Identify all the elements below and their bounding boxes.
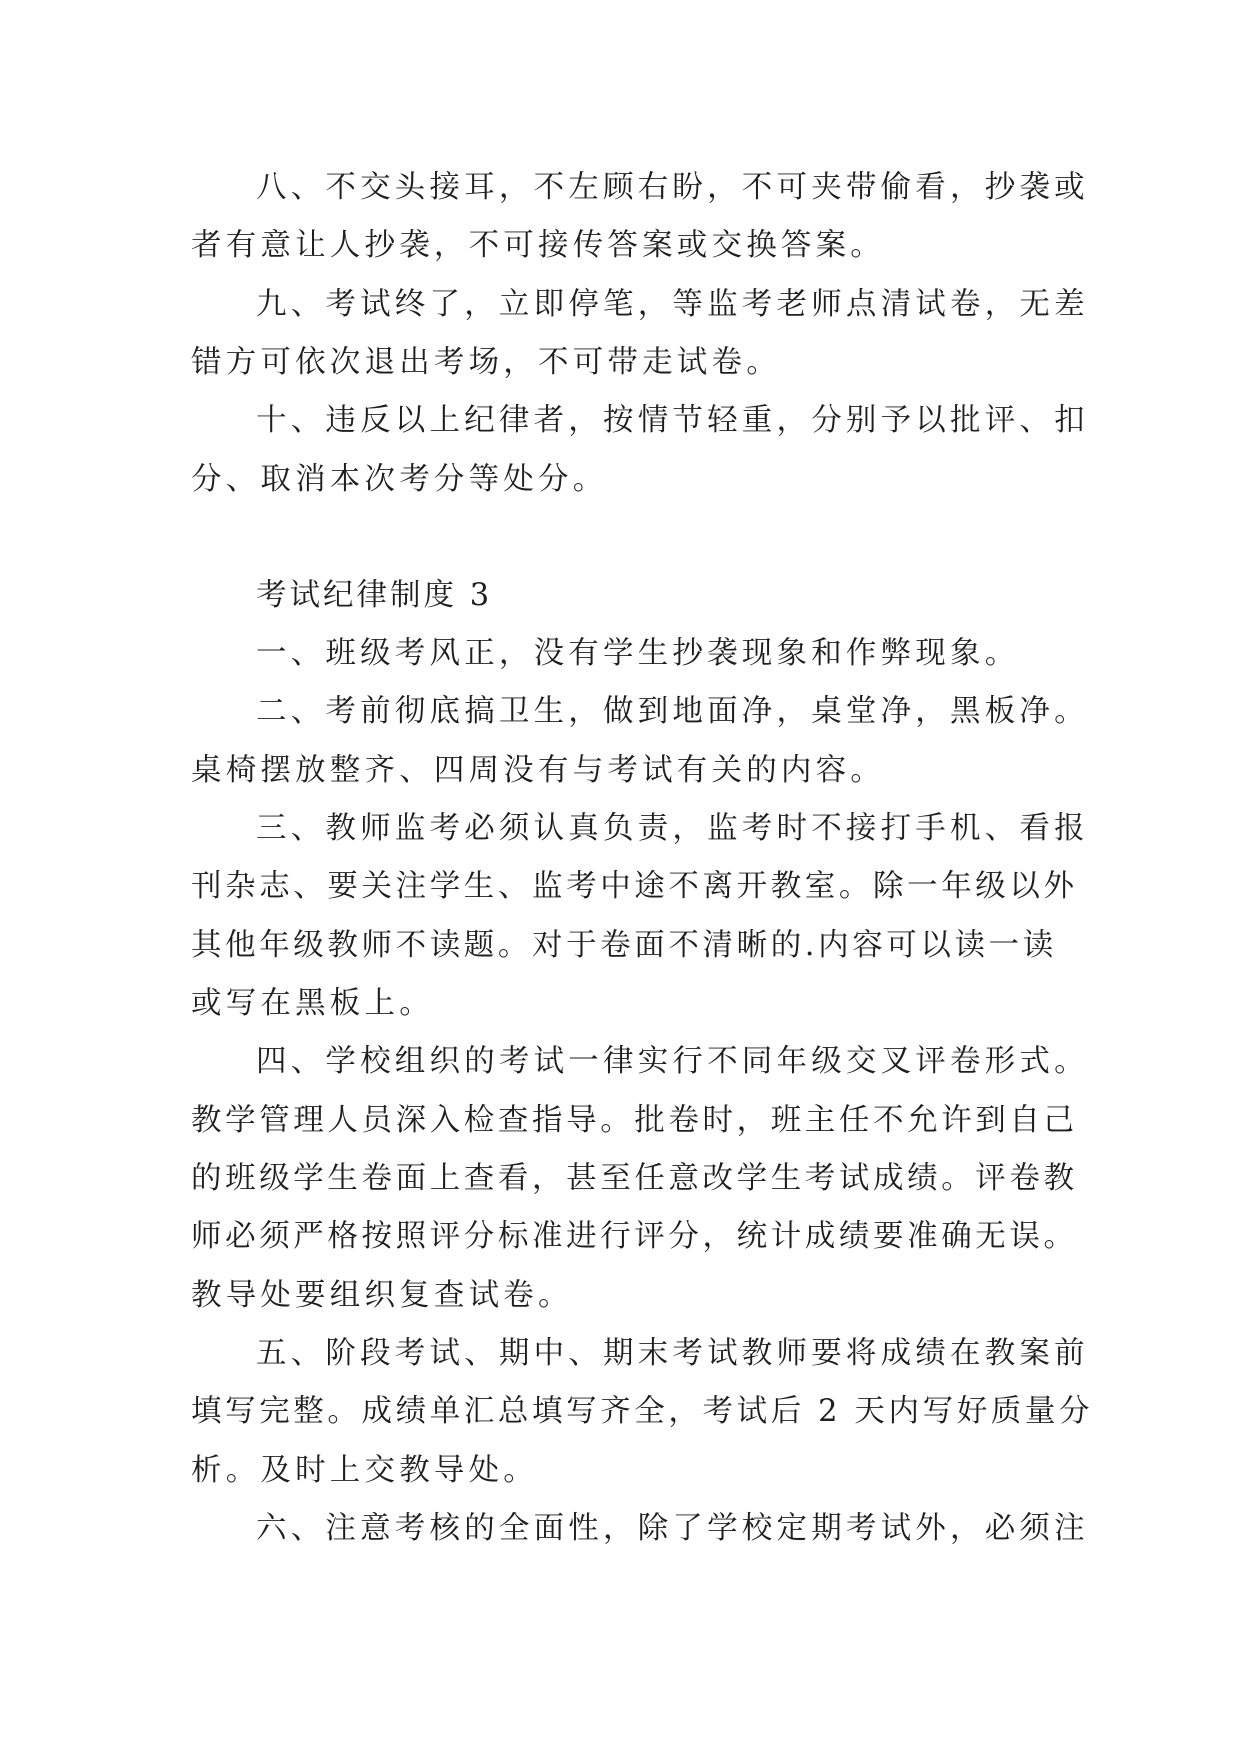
rule-9-line-2: 错方可依次退出考场，不可带走试卷。 <box>191 345 781 380</box>
item-3-line-2: 刊杂志、要关注学生、监考中途不离开教室。除一年级以外 <box>191 869 1078 904</box>
item-3-line-1: 三、教师监考必须认真负责，监考时不接打手机、看报 <box>256 811 1089 846</box>
item-1-line-1: 一、班级考风正，没有学生抄袭现象和作弊现象。 <box>256 636 1020 671</box>
item-4-line-2: 教学管理人员深入检查指导。批卷时，班主任不允许到自己 <box>191 1103 1078 1138</box>
item-2-line-2: 桌椅摆放整齐、四周没有与考试有关的内容。 <box>191 753 885 788</box>
rule-8-line-2: 者有意让人抄袭，不可接传答案或交换答案。 <box>191 228 885 263</box>
item-5-line-3: 析。及时上交教导处。 <box>191 1453 538 1488</box>
item-4-line-1: 四、学校组织的考试一律实行不同年级交叉评卷形式。 <box>256 1044 1089 1079</box>
section-heading: 考试纪律制度 3 <box>256 578 493 613</box>
item-2-line-1: 二、考前彻底搞卫生，做到地面净，桌堂净，黑板净。 <box>256 694 1089 729</box>
item-5-line-2: 填写完整。成绩单汇总填写齐全，考试后 2 天内写好质量分 <box>191 1394 1094 1429</box>
item-4-line-5: 教导处要组织复查试卷。 <box>191 1278 573 1313</box>
rule-9-line-1: 九、考试终了，立即停笔，等监考老师点清试卷，无差 <box>256 287 1089 322</box>
rule-8-line-1: 八、不交头接耳，不左顾右盼，不可夹带偷看，抄袭或 <box>256 170 1089 205</box>
item-6-line-1: 六、注意考核的全面性，除了学校定期考试外，必须注 <box>256 1511 1089 1546</box>
item-3-line-4: 或写在黑板上。 <box>191 986 434 1021</box>
item-5-line-1: 五、阶段考试、期中、期末考试教师要将成绩在教案前 <box>256 1336 1089 1371</box>
item-3-line-3: 其他年级教师不读题。对于卷面不清晰的.内容可以读一读 <box>191 928 1057 963</box>
item-4-line-3: 的班级学生卷面上查看，甚至任意改学生考试成绩。评卷教 <box>191 1161 1078 1196</box>
item-4-line-4: 师必须严格按照评分标准进行评分，统计成绩要准确无误。 <box>191 1219 1078 1254</box>
rule-10-line-1: 十、违反以上纪律者，按情节轻重，分别予以批评、扣 <box>256 403 1089 438</box>
rule-10-line-2: 分、取消本次考分等处分。 <box>191 462 608 497</box>
